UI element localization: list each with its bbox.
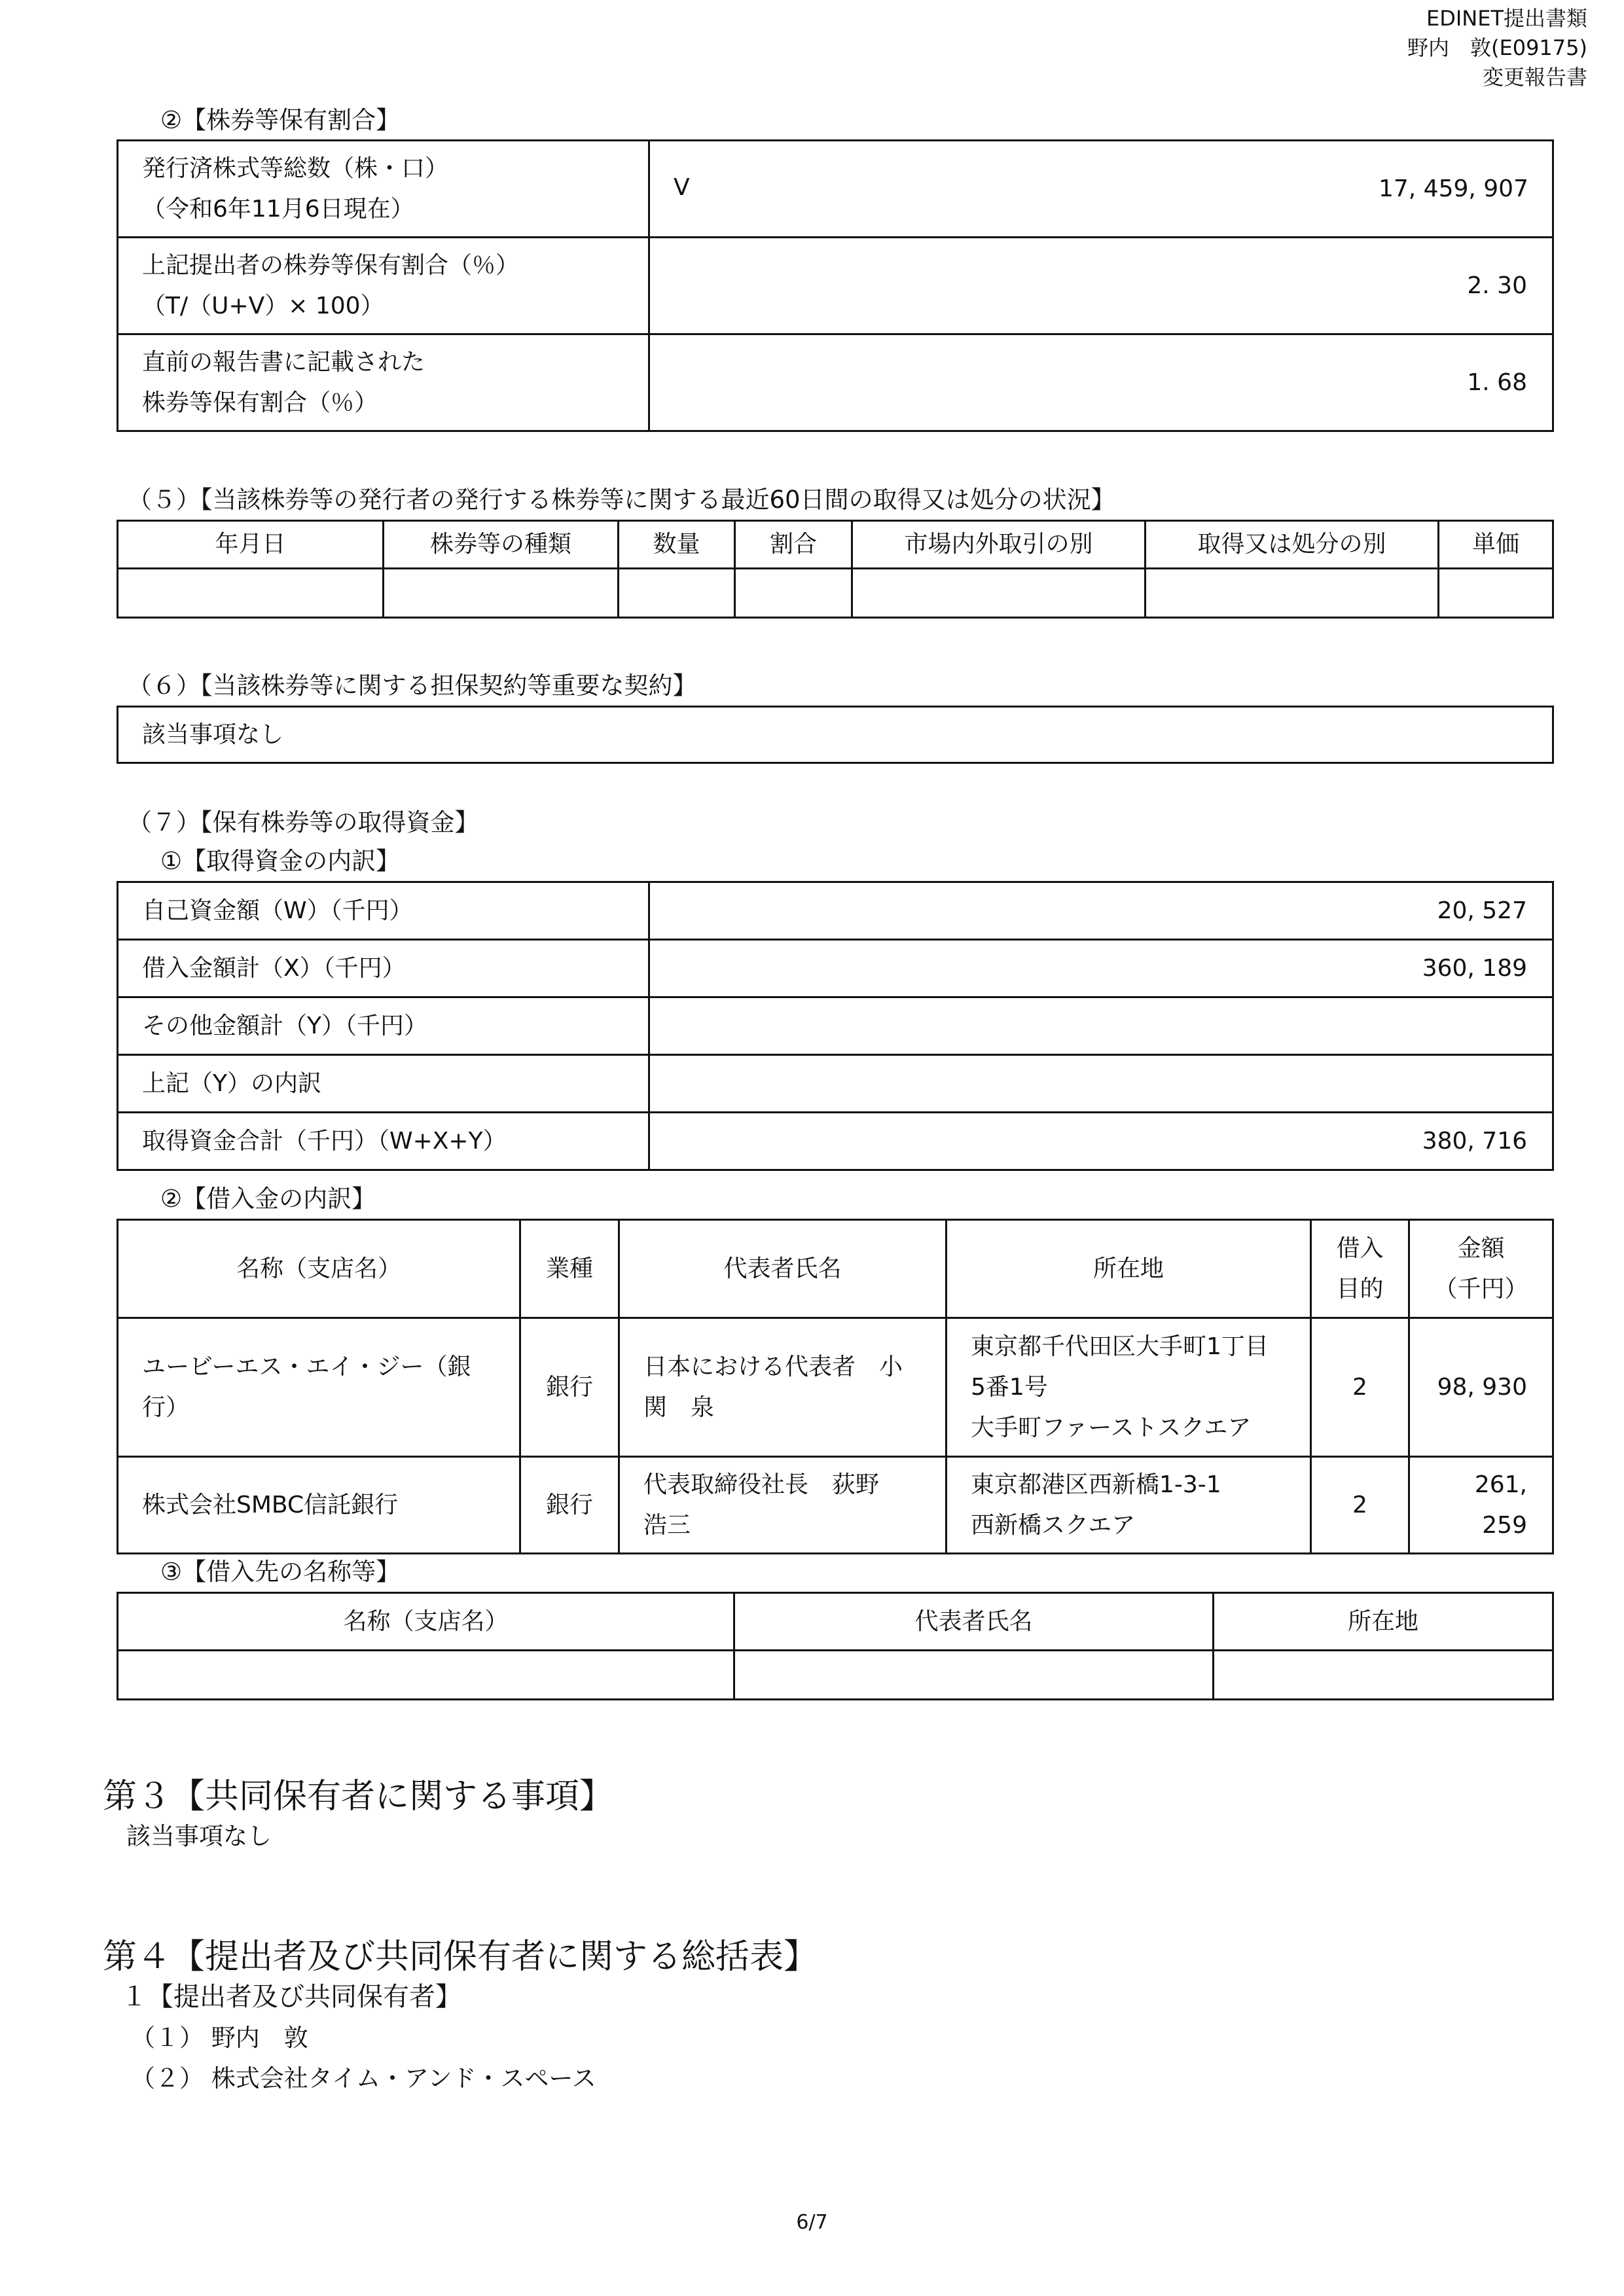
lender-col-name: 名称（支店名） bbox=[118, 1593, 734, 1651]
part4-subtitle: １【提出者及び共同保有者】 bbox=[121, 1982, 461, 2012]
col-acq-disp: 取得又は処分の別 bbox=[1146, 521, 1439, 569]
filer-item-2: （２） 株式会社タイム・アンド・スペース bbox=[131, 2064, 596, 2092]
loan-col-address: 所在地 bbox=[947, 1220, 1311, 1318]
loans-table bbox=[117, 1219, 1554, 1554]
section6-title: （６）【当該株券等に関する担保契約等重要な契約】 bbox=[128, 672, 697, 700]
total-funds-label: 取得資金合計（千円）（W+X+Y） bbox=[118, 1113, 649, 1170]
lender-col-rep: 代表者氏名 bbox=[734, 1593, 1214, 1651]
total-shares-value: 17, 459, 907 bbox=[1378, 175, 1528, 202]
part3-title: 第３【共同保有者に関する事項】 bbox=[103, 1777, 614, 1816]
ratio-label: 上記提出者の株券等保有割合（％） （T/（U+V）× 100） bbox=[118, 238, 649, 334]
borrowed-label: 借入金額計（X）（千円） bbox=[118, 940, 649, 997]
total-shares-label: 発行済株式等総数（株・口） （令和6年11月6日現在） bbox=[118, 141, 649, 238]
table-row bbox=[118, 141, 1553, 238]
loan-rep: 日本における代表者 小 関 泉 bbox=[619, 1318, 947, 1457]
borrowed-value: 360, 189 bbox=[649, 940, 1553, 997]
contract-table bbox=[117, 706, 1554, 764]
loan-col-rep: 代表者氏名 bbox=[619, 1220, 947, 1318]
table-header-row bbox=[118, 1220, 1553, 1318]
header-report-type: 変更報告書 bbox=[1482, 65, 1587, 90]
loan-col-amount: 金額 （千円） bbox=[1409, 1220, 1553, 1318]
other-funds-label: その他金額計（Y）（千円） bbox=[118, 997, 649, 1055]
contract-content: 該当事項なし bbox=[118, 707, 1553, 763]
loan-amount: 261, 259 bbox=[1409, 1457, 1553, 1554]
table-row bbox=[118, 1651, 1553, 1700]
total-shares-mark: V bbox=[674, 174, 690, 201]
loan-purpose: 2 bbox=[1311, 1318, 1409, 1457]
loan-amount: 98, 930 bbox=[1409, 1318, 1553, 1457]
loan-address: 東京都港区西新橋1-3-1 西新橋スクエア bbox=[947, 1457, 1311, 1554]
loan-col-industry: 業種 bbox=[520, 1220, 619, 1318]
col-market: 市場内外取引の別 bbox=[852, 521, 1146, 569]
table-row bbox=[118, 1457, 1553, 1554]
col-ratio: 割合 bbox=[735, 521, 852, 569]
table-row bbox=[118, 997, 1553, 1055]
table-row bbox=[118, 707, 1553, 763]
other-breakdown-value bbox=[649, 1055, 1553, 1113]
part3-content: 該当事項なし bbox=[126, 1822, 272, 1850]
col-unit-price: 単価 bbox=[1439, 521, 1553, 569]
part4-title: 第４【提出者及び共同保有者に関する総括表】 bbox=[103, 1937, 818, 1977]
table-row bbox=[118, 1318, 1553, 1457]
col-type: 株券等の種類 bbox=[384, 521, 619, 569]
loan-col-purpose: 借入 目的 bbox=[1311, 1220, 1409, 1318]
table-row bbox=[118, 238, 1553, 334]
other-funds-value bbox=[649, 997, 1553, 1055]
loans-breakdown-title: ②【借入金の内訳】 bbox=[160, 1185, 376, 1213]
table-row bbox=[118, 940, 1553, 997]
table-row bbox=[118, 334, 1553, 431]
total-shares-cell bbox=[649, 141, 1553, 238]
acquisition-table bbox=[117, 520, 1554, 619]
loan-industry: 銀行 bbox=[520, 1318, 619, 1457]
section5-title: （５）【当該株券等の発行者の発行する株券等に関する最近60日間の取得又は処分の状況】 bbox=[128, 486, 1115, 514]
loan-name: ユービーエス・エイ・ジー（銀 行） bbox=[118, 1318, 520, 1457]
loan-industry: 銀行 bbox=[520, 1457, 619, 1554]
filer-item-1: （１） 野内 敦 bbox=[131, 2024, 308, 2052]
table-header-row bbox=[118, 1593, 1553, 1651]
table-row bbox=[118, 882, 1553, 940]
own-funds-value: 20, 527 bbox=[649, 882, 1553, 940]
table-row bbox=[118, 569, 1553, 618]
table-header-row bbox=[118, 521, 1553, 569]
ratio-value: 2. 30 bbox=[649, 238, 1553, 334]
loan-col-name: 名称（支店名） bbox=[118, 1220, 520, 1318]
holding-ratio-table bbox=[117, 139, 1554, 432]
lender-col-address: 所在地 bbox=[1214, 1593, 1553, 1651]
prev-ratio-value: 1. 68 bbox=[649, 334, 1553, 431]
table-row bbox=[118, 1055, 1553, 1113]
table-row bbox=[118, 1113, 1553, 1170]
header-doc-type: EDINET提出書類 bbox=[1426, 6, 1587, 31]
loan-name: 株式会社SMBC信託銀行 bbox=[118, 1457, 520, 1554]
loan-address: 東京都千代田区大手町1丁目 5番1号 大手町ファーストスクエア bbox=[947, 1318, 1311, 1457]
total-funds-value: 380, 716 bbox=[649, 1113, 1553, 1170]
col-date: 年月日 bbox=[118, 521, 384, 569]
funds-table bbox=[117, 881, 1554, 1171]
prev-ratio-label: 直前の報告書に記載された 株券等保有割合（％） bbox=[118, 334, 649, 431]
loan-purpose: 2 bbox=[1311, 1457, 1409, 1554]
funds-breakdown-title: ①【取得資金の内訳】 bbox=[160, 847, 401, 875]
document-header bbox=[1407, 4, 1587, 92]
page-number: 6/7 bbox=[796, 2211, 828, 2234]
other-breakdown-label: 上記（Y）の内訳 bbox=[118, 1055, 649, 1113]
lenders-title: ③【借入先の名称等】 bbox=[160, 1558, 401, 1586]
loan-rep: 代表取締役社長 荻野 浩三 bbox=[619, 1457, 947, 1554]
holding-ratio-title: ②【株券等保有割合】 bbox=[160, 106, 401, 134]
col-quantity: 数量 bbox=[619, 521, 735, 569]
section7-title: （７）【保有株券等の取得資金】 bbox=[128, 808, 479, 836]
own-funds-label: 自己資金額（W）（千円） bbox=[118, 882, 649, 940]
lenders-table bbox=[117, 1592, 1554, 1700]
header-filer: 野内 敦(E09175) bbox=[1407, 35, 1587, 60]
